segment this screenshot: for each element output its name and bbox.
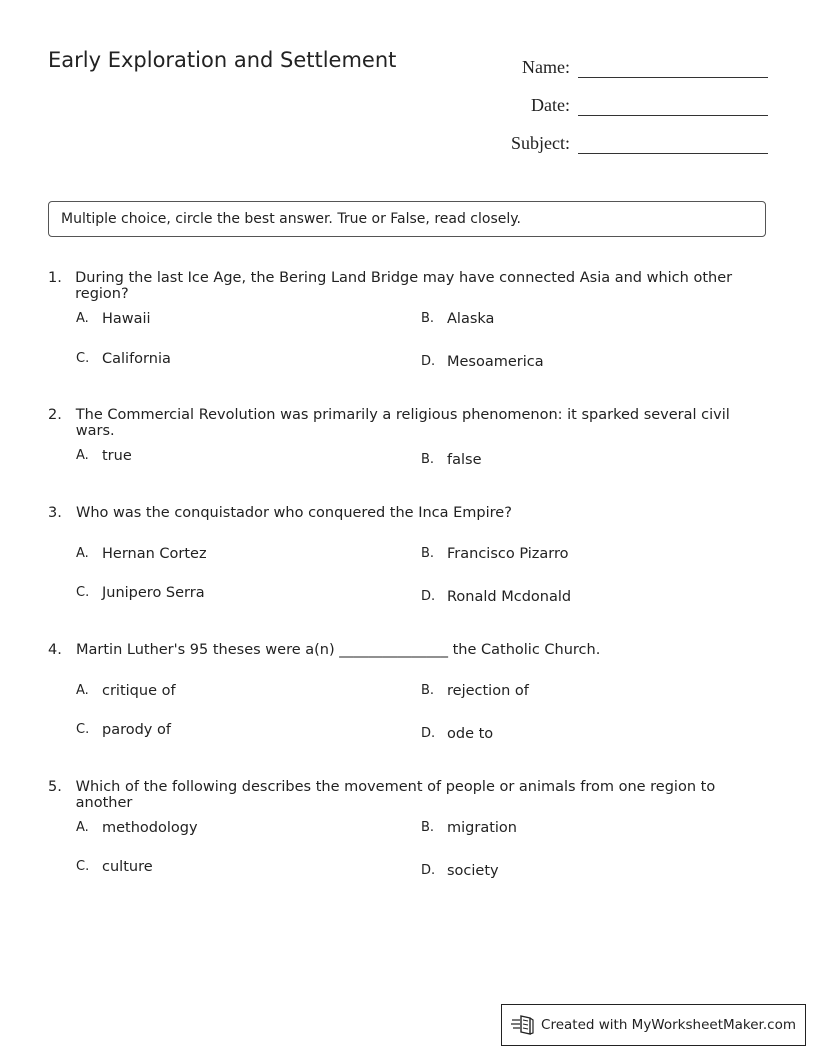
date-line[interactable] xyxy=(578,95,768,116)
question-number: 1. xyxy=(48,270,62,286)
option-letter: C. xyxy=(76,722,90,737)
option-letter: A. xyxy=(76,683,89,698)
subject-label: Subject: xyxy=(511,133,570,153)
option-letter: C. xyxy=(76,585,90,600)
name-field xyxy=(522,50,768,78)
option-letter: B. xyxy=(421,546,435,561)
option-text: Junipero Serra xyxy=(102,585,205,601)
date-label: Date: xyxy=(531,95,570,115)
option-letter: A. xyxy=(76,311,89,326)
date-field xyxy=(531,88,768,116)
option-text: migration xyxy=(447,820,517,836)
question-3 xyxy=(48,505,768,521)
option-letter: D. xyxy=(421,863,436,878)
option-text: Mesoamerica xyxy=(447,354,544,370)
q5-option-d[interactable] xyxy=(421,862,499,880)
option-text: California xyxy=(102,351,171,367)
option-text: society xyxy=(447,863,499,879)
option-text: Hawaii xyxy=(102,311,151,327)
option-letter: D. xyxy=(421,589,436,604)
option-text: Alaska xyxy=(447,311,495,327)
instructions-box xyxy=(48,201,766,237)
option-letter: A. xyxy=(76,820,89,835)
worksheet-logo-icon xyxy=(511,1014,535,1036)
q1-option-c[interactable] xyxy=(76,350,171,368)
question-number: 5. xyxy=(48,779,62,795)
option-letter: D. xyxy=(421,726,436,741)
option-text: culture xyxy=(102,859,153,875)
option-letter: D. xyxy=(421,354,436,369)
question-text: Which of the following describes the movement of people or animals from one region to another xyxy=(75,779,716,811)
q3-option-d[interactable] xyxy=(421,588,571,606)
question-number: 4. xyxy=(48,642,62,658)
question-text: The Commercial Revolution was primarily a religious phenomenon: it sparked several civil wars. xyxy=(75,407,730,439)
option-text: rejection of xyxy=(447,683,529,699)
instructions-text: Multiple choice, circle the best answer. True or False, read closely. xyxy=(61,211,521,227)
option-text: parody of xyxy=(102,722,171,738)
q3-option-a[interactable] xyxy=(76,545,207,563)
q4-option-d[interactable] xyxy=(421,725,493,743)
question-text: Who was the conquistador who conquered the Inca Empire? xyxy=(76,505,512,521)
question-4 xyxy=(48,642,768,658)
option-text: Francisco Pizarro xyxy=(447,546,569,562)
question-text: Martin Luther's 95 theses were a(n) _______________ the Catholic Church. xyxy=(76,642,601,658)
question-number: 2. xyxy=(48,407,62,423)
footer-credit[interactable] xyxy=(501,1004,806,1046)
option-letter: B. xyxy=(421,683,435,698)
option-text: Hernan Cortez xyxy=(102,546,207,562)
q1-option-a[interactable] xyxy=(76,310,151,328)
option-letter: C. xyxy=(76,351,90,366)
option-letter: B. xyxy=(421,820,435,835)
q5-option-a[interactable] xyxy=(76,819,198,837)
name-line[interactable] xyxy=(578,57,768,78)
q5-option-b[interactable] xyxy=(421,819,517,837)
footer-text: Created with MyWorksheetMaker.com xyxy=(541,1017,796,1033)
q3-option-b[interactable] xyxy=(421,545,569,563)
q5-option-c[interactable] xyxy=(76,858,153,876)
question-text: During the last Ice Age, the Bering Land Bridge may have connected Asia and which other region? xyxy=(75,270,733,302)
q4-option-b[interactable] xyxy=(421,682,529,700)
q4-option-a[interactable] xyxy=(76,682,176,700)
question-2 xyxy=(48,407,768,439)
question-1 xyxy=(48,270,768,302)
option-text: ode to xyxy=(447,726,494,742)
q2-option-a[interactable] xyxy=(76,447,132,465)
subject-line[interactable] xyxy=(578,133,768,154)
q2-option-b[interactable] xyxy=(421,451,482,469)
name-label: Name: xyxy=(522,57,570,77)
q1-option-b[interactable] xyxy=(421,310,494,328)
subject-field xyxy=(511,126,768,154)
worksheet-title: Early Exploration and Settlement xyxy=(48,48,397,72)
question-5 xyxy=(48,779,768,811)
q4-option-c[interactable] xyxy=(76,721,171,739)
q1-option-d[interactable] xyxy=(421,353,544,371)
option-letter: C. xyxy=(76,859,90,874)
option-text: false xyxy=(447,452,482,468)
option-letter: A. xyxy=(76,546,89,561)
option-text: Ronald Mcdonald xyxy=(447,589,572,605)
q3-option-c[interactable] xyxy=(76,584,205,602)
option-text: methodology xyxy=(102,820,198,836)
option-text: critique of xyxy=(102,683,176,699)
option-letter: B. xyxy=(421,311,435,326)
option-text: true xyxy=(102,448,132,464)
option-letter: B. xyxy=(421,452,435,467)
question-number: 3. xyxy=(48,505,62,521)
option-letter: A. xyxy=(76,448,89,463)
